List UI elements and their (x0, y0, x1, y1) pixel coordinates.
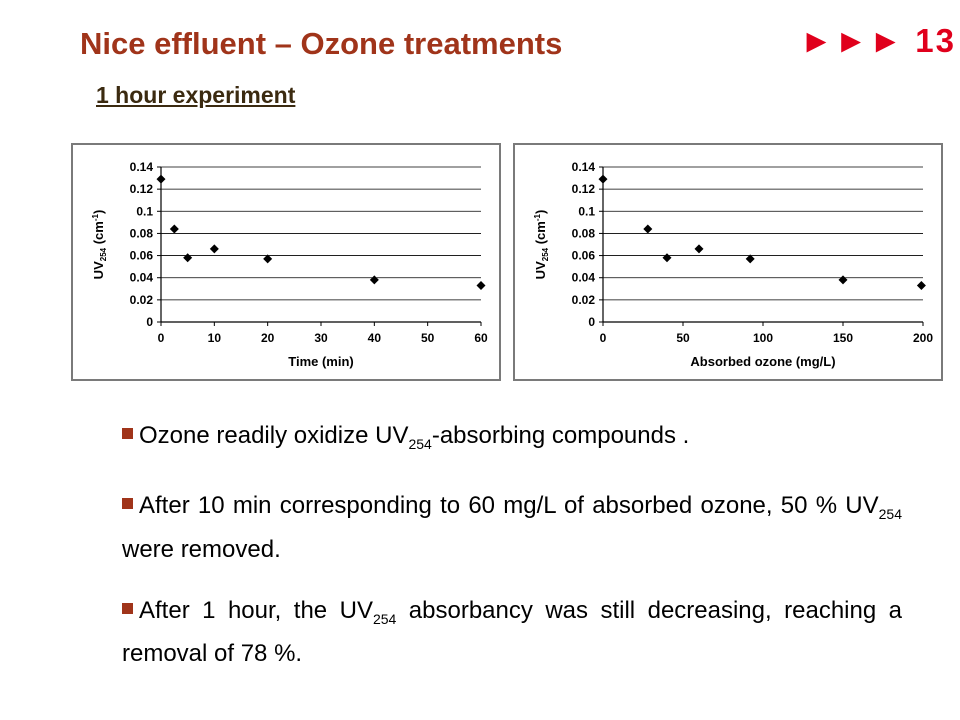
y-axis-label (533, 210, 550, 280)
data-point (839, 275, 848, 284)
y-tick-label: 0.02 (129, 292, 153, 307)
x-tick-label: 0 (599, 331, 607, 345)
y-label-unit: (cm (91, 221, 106, 248)
bullet-subscript: 254 (372, 610, 397, 627)
y-tick-label: 0.14 (571, 160, 595, 174)
y-tick-label: 0.12 (129, 182, 153, 197)
data-point (917, 281, 926, 290)
y-tick-label: 0.08 (571, 226, 595, 241)
y-label-main: UV (91, 261, 106, 280)
y-tick-label: 0.02 (571, 292, 595, 307)
x-tick-label: 10 (207, 331, 222, 345)
x-tick-label: 150 (832, 331, 854, 345)
slide-title: Nice effluent – Ozone treatments (80, 26, 563, 61)
y-tick-label: 0.04 (129, 270, 153, 285)
x-tick-label: 50 (676, 331, 690, 345)
y-label-unit-exponent: -1 (91, 214, 100, 222)
data-point (183, 253, 192, 262)
x-tick-label: 50 (420, 331, 435, 345)
y-tick-label: 0.1 (136, 204, 153, 219)
y-tick-label: 0.14 (129, 160, 153, 174)
x-tick-label: 40 (367, 331, 382, 345)
bullet-text: After 10 min corresponding to 60 mg/L of absorbed ozone, 50 % UV (139, 491, 879, 519)
bullet-list (122, 418, 902, 697)
bullet-text-end: were removed. (122, 535, 281, 563)
y-tick-label: 0.08 (129, 226, 153, 241)
bullet-item (122, 488, 902, 567)
bullet-square-icon (122, 428, 133, 439)
bullet-square-icon (122, 603, 133, 614)
data-point (157, 175, 166, 184)
bullet-text: After 1 hour, the UV (139, 596, 373, 624)
x-tick-label: 20 (260, 331, 275, 345)
x-tick-label: 200 (912, 331, 934, 345)
page-number: 13 (915, 22, 956, 59)
data-point (643, 225, 652, 234)
y-label-unit-exponent: -1 (533, 214, 542, 222)
y-tick-label: 0.1 (578, 204, 595, 219)
chart-uv-vs-ozone (513, 143, 943, 381)
x-tick-label: 60 (474, 331, 488, 345)
data-point (695, 244, 704, 253)
data-point (477, 281, 486, 290)
y-tick-label: 0 (588, 315, 595, 329)
chart-uv-vs-time (71, 143, 501, 381)
x-tick-label: 0 (157, 331, 165, 345)
slide-navigation[interactable] (800, 22, 956, 60)
chart-uv-vs-ozone-svg (515, 145, 941, 379)
x-tick-label: 100 (752, 331, 774, 345)
x-tick-label: 30 (314, 331, 328, 345)
y-tick-label: 0.12 (571, 182, 595, 197)
y-tick-label: 0 (146, 315, 153, 329)
bullet-item (122, 593, 902, 672)
bullet-subscript: 254 (408, 435, 432, 452)
y-tick-label: 0.06 (129, 248, 153, 263)
y-label-unit-close: ) (91, 209, 106, 215)
y-label-sub: 254 (541, 247, 550, 262)
x-axis-label: Time (min) (288, 354, 354, 369)
data-point (370, 275, 379, 284)
y-tick-label: 0.06 (571, 248, 595, 263)
bullet-text: Ozone readily oxidize UV (139, 422, 409, 449)
chart-uv-vs-time-svg (73, 145, 499, 379)
y-label-main: UV (533, 261, 548, 280)
bullet-square-icon (122, 498, 133, 509)
y-label-unit: (cm (533, 221, 548, 248)
y-label-unit-close: ) (533, 209, 548, 215)
data-point (170, 225, 179, 234)
bullet-text-end: absorbancy was still decreasing, reaching a removal of 78 %. (122, 596, 902, 668)
data-point (210, 244, 219, 253)
y-label-sub: 254 (99, 247, 108, 262)
bullet-subscript: 254 (878, 505, 902, 522)
nav-arrows-icon[interactable]: ►►► (800, 22, 905, 59)
bullet-item (122, 418, 902, 462)
x-axis-label: Absorbed ozone (mg/L) (690, 354, 836, 369)
data-point (663, 253, 672, 262)
bullet-text-end: -absorbing compounds . (431, 422, 690, 449)
y-axis-label (91, 210, 108, 280)
slide-subtitle: 1 hour experiment (96, 82, 296, 108)
y-tick-label: 0.04 (571, 270, 595, 285)
data-point (599, 175, 608, 184)
